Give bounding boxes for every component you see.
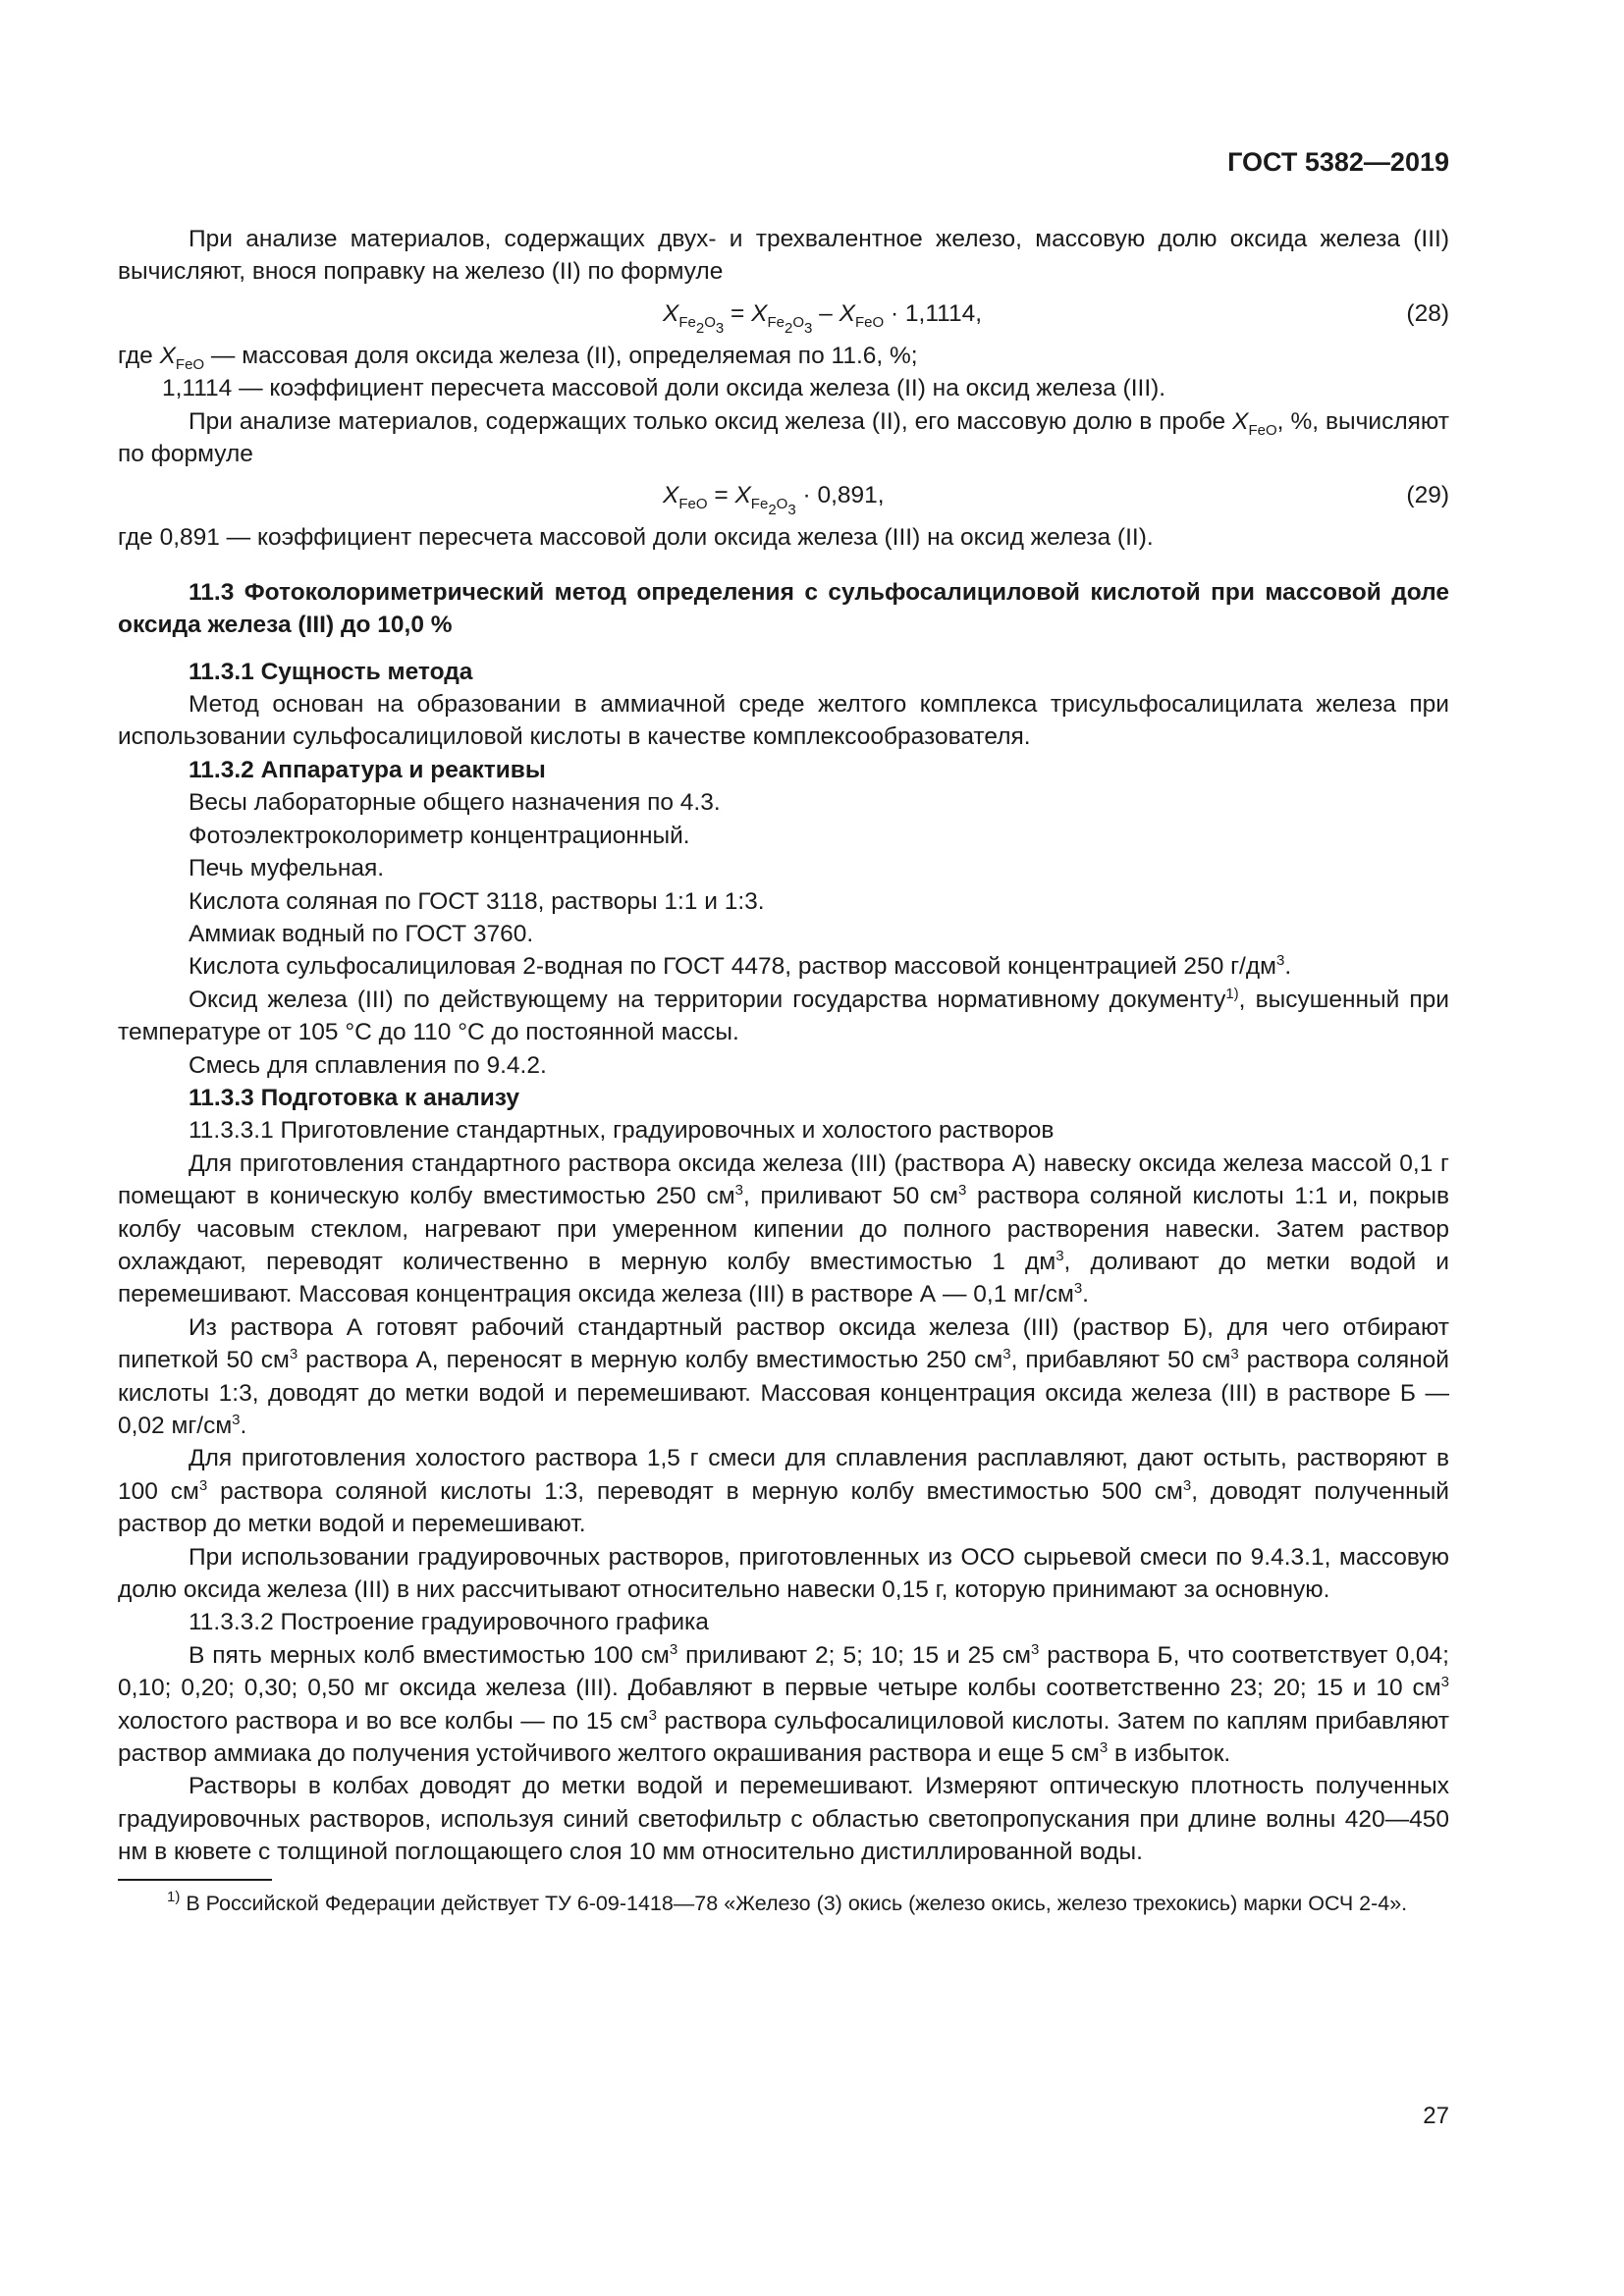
footnote-ref: 1)	[1225, 985, 1239, 1002]
paragraph-oso-mixture: При использовании градуировочных растворов, приготовленных из ОСО сырьевой смеси по 9.4.3.1, массовую долю оксида железа (III) в них рассчитывают относительно навески 0,15 г, которую принимают за основную.	[118, 1543, 1449, 1604]
paragraph-feo-only: При анализе материалов, содержащих только оксид железа (II), его массовую долю в пробе $X_{FeO}$, %, вычисляют по формуле	[118, 407, 1449, 468]
formula-28	[118, 289, 1449, 340]
section-11-3-3-2-heading: 11.3.3.2 Построение градуировочного графика	[189, 1609, 709, 1636]
paragraph-blank-solution: Для приготовления холостого раствора 1,5 г смеси для сплавления расплавляют, дают остыть, растворяют в 100 $см^3$ раствора соляной кислоты 1:3, переводят в мерную колбу вместимостью 500 $см^3$, доводят полученный раствор до метки водой и перемешивают.	[118, 1445, 1449, 1538]
reagent-fusion-mixture: Смесь для сплавления по 9.4.2.	[189, 1051, 547, 1079]
reagent-hydrochloric-acid: Кислота соляная по ГОСТ 3118, растворы 1:1 и 1:3.	[189, 887, 765, 915]
paragraph-solution-b: Из раствора А готовят рабочий стандартный раствор оксида железа (III) (раствор Б), для чего отбирают пипеткой 50 $см^3$ раствора А, переносят в мерную колбу вместимостью 250 $см^3$, прибавляют 50 $см^3$ раствора соляной кислоты 1:3, доводят до метки водой и перемешивают. Массовая концентрация оксида железа (III) в растворе Б — 0,02 $мг/см^3$.	[118, 1313, 1449, 1439]
paragraph-optical-density: Растворы в колбах доводят до метки водой и перемешивают. Измеряют оптическую плотность полученных градуировочных растворов, используя синий светофильтр с областью светопропускания при длине волны 420—450 нм в кювете с толщиной поглощающего слоя 10 мм относительно дистиллированной воды.	[118, 1773, 1449, 1866]
equipment-scales: Весы лабораторные общего назначения по 4.3.	[189, 789, 721, 817]
where-coefficient-0-891: где 0,891 — коэффициент пересчета массовой доли оксида железа (III) на оксид железа (II).	[118, 524, 1154, 552]
footnote-separator	[118, 1879, 272, 1881]
reagent-sulfosalicylic-acid: Кислота сульфосалициловая 2-водная по ГОСТ 4478, раствор массовой концентрацией 250 $г/дм^3$.	[189, 952, 1292, 981]
footnote-1: $^{1)}$ В Российской Федерации действует ТУ 6-09-1418—78 «Железо (3) окись (железо окись, железо трехокись) марки ОСЧ 2-4».	[167, 1888, 1408, 1915]
doc-code-header: ГОСТ 5382—2019	[1227, 147, 1449, 177]
formula-29	[118, 470, 1449, 521]
where-coefficient-1-1114: 1,1114 — коэффициент пересчета массовой доли оксида железа (II) на оксид железа (III).	[162, 375, 1166, 402]
section-11-3-1-heading: 11.3.1 Сущность метода	[189, 658, 473, 685]
paragraph-calibration-flasks: В пять мерных колб вместимостью 100 $см^3$ приливают 2; 5; 10; 15 и 25 $см^3$ раствора Б, что соответствует 0,04; 0,10; 0,20; 0,30; 0,50 мг оксида железа (III). Добавляют в первые четыре колбы соответственно 23; 20; 15 и 10 $см^3$ холостого раствора и во все колбы — по 15 $см^3$ раствора сульфосалициловой кислоты. Затем по каплям прибавляют раствор аммиака до получения устойчивого желтого окрашивания раствора и еще 5 $см^3$ в избыток.	[118, 1640, 1449, 1768]
paragraph-solution-a: Для приготовления стандартного раствора оксида железа (III) (раствора А) навеску оксида железа массой 0,1 г помещают в коническую колбу вместимостью 250 $см^3$, приливают 50 $см^3$ раствора соляной кислоты 1:1 и, покрыв колбу часовым стеклом, нагревают при умеренном кипении до полного растворения навески. Затем раствор охлаждают, переводят количественно в мерную колбу вместимостью 1 $дм^3$, доливают до метки водой и перемешивают. Массовая концентрация оксида железа (III) в растворе А — 0,1 $мг/см^3$.	[118, 1149, 1449, 1308]
paragraph-mixed-iron: При анализе материалов, содержащих двух- и трехвалентное железо, массовую долю оксида железа (III) вычисляют, внося поправку на железо (II) по формуле	[118, 226, 1449, 286]
section-11-3-3-1-heading: 11.3.3.1 Приготовление стандартных, градуировочных и холостого растворов	[189, 1117, 1055, 1145]
page-number: 27	[1423, 2103, 1449, 2129]
reagent-iron-oxide: Оксид железа (III) по действующему на территории государства нормативному документу$^{1)}$, высушенный при температуре от 105 °С до 110 °С до постоянной массы.	[118, 985, 1449, 1046]
formula-29-expression: $X_{FeO} = X_{Fe_2O_3} \cdot 0,891$,	[663, 482, 885, 519]
formula-28-expression: $X_{Fe_2O_3} = X_{Fe_2O_3} - X_{FeO} \cdot 1,1114$,	[663, 299, 983, 337]
paragraph-method-essence: Метод основан на образовании в аммиачной среде желтого комплекса трисульфосалицилата железа при использовании сульфосалициловой кислоты в качестве комплексообразователя.	[118, 691, 1449, 751]
equipment-furnace: Печь муфельная.	[189, 855, 385, 882]
where-xfeo: где $X_{FeO}$ — массовая доля оксида железа (II), определяемая по 11.6, %;	[118, 342, 918, 373]
formula-28-number: (28)	[1406, 299, 1449, 327]
formula-29-number: (29)	[1406, 482, 1449, 509]
section-11-3-3-heading: 11.3.3 Подготовка к анализу	[189, 1084, 519, 1111]
section-11-3-heading: 11.3 Фотоколориметрический метод определения с сульфосалициловой кислотой при массовой доле оксида железа (III) до 10,0 %	[118, 578, 1449, 639]
page-content	[118, 223, 1449, 1918]
section-11-3-2-heading: 11.3.2 Аппаратура и реактивы	[189, 756, 546, 783]
equipment-colorimeter: Фотоэлектроколориметр концентрационный.	[189, 822, 690, 849]
reagent-ammonia: Аммиак водный по ГОСТ 3760.	[189, 920, 534, 947]
